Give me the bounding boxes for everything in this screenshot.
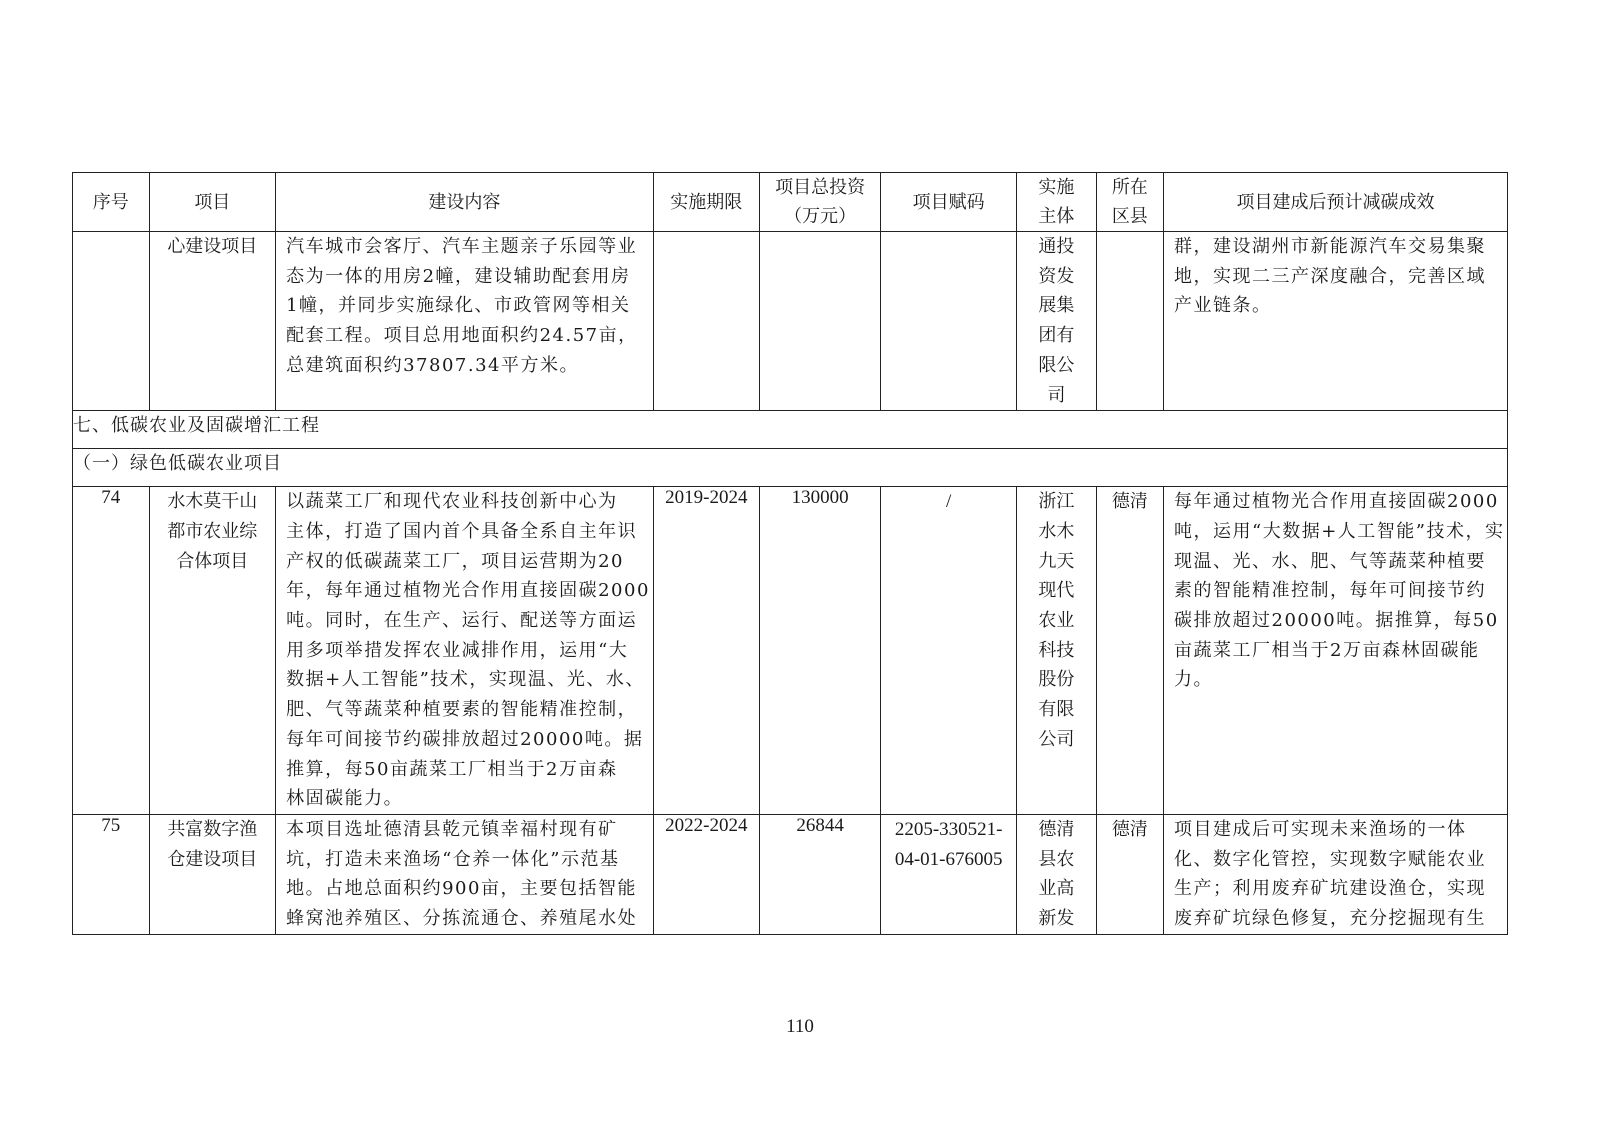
entity-name <box>1017 232 1096 410</box>
header-code: 项目赋码 <box>881 173 1017 232</box>
cell-period <box>653 814 759 934</box>
text-line: 1幢，并同步实施绿化、市政管网等相关 <box>286 295 631 317</box>
cell-project <box>149 232 276 411</box>
cell-entity <box>1017 232 1097 411</box>
text-line: 共富数字渔 <box>167 818 258 840</box>
header-content: 建设内容 <box>276 173 654 232</box>
cell-code <box>881 487 1017 815</box>
text-line: 展集 <box>1038 295 1075 317</box>
text-line: 废弃矿坑绿色修复，充分挖掘现有生 <box>1174 908 1486 930</box>
cell-content <box>276 232 654 411</box>
header-project: 项目 <box>149 173 276 232</box>
row-number: 75 <box>101 814 121 836</box>
cell-county <box>1096 487 1163 815</box>
cell-effect <box>1164 232 1508 411</box>
county-value: 德清 <box>1111 818 1148 840</box>
subsection-row <box>73 449 1508 487</box>
text-line: 地，实现二三产深度融合，完善区域 <box>1174 265 1486 287</box>
cell-investment <box>759 232 880 411</box>
investment-value: 130000 <box>791 487 849 509</box>
text-line: 通投 <box>1038 236 1075 257</box>
table-row-continued <box>73 232 1508 411</box>
text-line: 态为一体的用房2幢，建设辅助配套用房 <box>286 265 631 287</box>
content-text <box>276 232 653 381</box>
header-no: 序号 <box>73 173 150 232</box>
text-line: 吨，运用“大数据+人工智能”技术，实 <box>1174 520 1505 542</box>
text-line: / <box>946 491 952 513</box>
text-line: 用多项举措发挥农业减排作用，运用“大 <box>286 639 629 661</box>
cell-project <box>149 814 276 934</box>
text-line: 九天 <box>1038 550 1075 572</box>
cell-period <box>653 232 759 411</box>
content-text <box>276 487 653 814</box>
effect-text <box>1164 815 1507 934</box>
text-line: 都市农业综 <box>167 520 258 542</box>
text-line: 现代 <box>1038 580 1075 602</box>
table-row-74 <box>73 487 1508 815</box>
county-value: 德清 <box>1111 491 1148 513</box>
text-line: 林固碳能力。 <box>286 788 404 810</box>
text-line: 素的智能精准控制，每年可间接节约 <box>1174 580 1486 602</box>
text-line: 群，建设湖州市新能源汽车交易集聚 <box>1174 236 1486 257</box>
text-line: 团有 <box>1038 325 1075 347</box>
project-name <box>150 487 276 576</box>
text-line: 股份 <box>1038 669 1075 691</box>
cell-effect <box>1164 814 1508 934</box>
text-line: 浙江 <box>1038 491 1075 513</box>
cell-code <box>881 814 1017 934</box>
cell-investment <box>759 814 880 934</box>
text-line: 科技 <box>1038 639 1075 661</box>
period-value: 2022-2024 <box>665 814 748 836</box>
text-line: 业高 <box>1038 878 1075 900</box>
content-text <box>276 815 653 934</box>
cell-effect <box>1164 487 1508 815</box>
text-line: 新发 <box>1038 908 1075 930</box>
header-period: 实施期限 <box>653 173 759 232</box>
cell-investment <box>759 487 880 815</box>
text-line: 以蔬菜工厂和现代农业科技创新中心为 <box>286 491 618 513</box>
text-line: 坑，打造未来渔场“仓养一体化”示范基 <box>286 848 620 870</box>
effect-text <box>1164 232 1507 321</box>
entity-name <box>1017 815 1096 934</box>
text-line: 水木莫干山 <box>167 491 258 513</box>
text-line: 吨。同时，在生产、运行、配送等方面运 <box>286 610 638 632</box>
cell-county <box>1096 232 1163 411</box>
text-line: 碳排放超过20000吨。据推算，每50 <box>1174 610 1499 632</box>
text-line: 本项目选址德清县乾元镇幸福村现有矿 <box>286 818 618 840</box>
text-line: 地。占地总面积约900亩，主要包括智能 <box>286 878 637 900</box>
text-line: 推算，每50亩蔬菜工厂相当于2万亩森 <box>286 758 618 780</box>
text-line: 司 <box>1047 384 1066 406</box>
subsection-title: （一）绿色低碳农业项目 <box>73 449 1508 487</box>
header-entity: 实施主体 <box>1017 173 1097 232</box>
text-line: 公司 <box>1038 728 1075 750</box>
text-line: 力。 <box>1174 669 1213 691</box>
text-line: 亩蔬菜工厂相当于2万亩森林固碳能 <box>1174 639 1480 661</box>
text-line: 项目建成后可实现未来渔场的一体 <box>1174 818 1467 840</box>
section-row <box>73 411 1508 449</box>
text-line: 总建筑面积约37807.34平方米。 <box>286 354 579 376</box>
cell-entity <box>1017 487 1097 815</box>
text-line: 水木 <box>1038 520 1075 542</box>
header-row <box>73 173 1508 232</box>
section-title: 七、低碳农业及固碳增汇工程 <box>73 411 1508 449</box>
text-line: 产业链条。 <box>1174 295 1272 317</box>
code-value <box>881 815 1016 874</box>
effect-text <box>1164 487 1507 695</box>
text-line: 配套工程。项目总用地面积约24.57亩， <box>286 325 638 347</box>
text-line: 农业 <box>1038 610 1075 632</box>
text-line: 主体，打造了国内首个具备全系自主年识 <box>286 520 638 542</box>
cell-county <box>1096 814 1163 934</box>
text-line: 现温、光、水、肥、气等蔬菜种植要 <box>1174 550 1486 572</box>
cell-code <box>881 232 1017 411</box>
text-line: 限公 <box>1038 354 1075 376</box>
cell-no <box>73 487 150 815</box>
cell-no <box>73 814 150 934</box>
row-number: 74 <box>101 487 121 509</box>
text-line: 化、数字化管控，实现数字赋能农业 <box>1174 848 1486 870</box>
entity-name <box>1017 487 1096 754</box>
text-line: 产权的低碳蔬菜工厂，项目运营期为20 <box>286 550 624 572</box>
text-line: 年，每年通过植物光合作用直接固碳2000 <box>286 580 650 602</box>
text-line: 肥、气等蔬菜种植要素的智能精准控制， <box>286 699 638 721</box>
project-name <box>150 815 276 874</box>
text-line: 汽车城市会客厅、汽车主题亲子乐园等业 <box>286 236 638 257</box>
project-table <box>72 172 1508 935</box>
table-row-75 <box>73 814 1508 934</box>
header-investment: 项目总投资（万元） <box>759 173 880 232</box>
text-line: 数据+人工智能”技术，实现温、光、水、 <box>286 669 645 691</box>
text-line: 生产；利用废弃矿坑建设渔仓，实现 <box>1174 878 1486 900</box>
project-name: 心建设项目 <box>167 236 258 257</box>
text-line: 2205-330521- <box>894 818 1003 840</box>
text-line: 每年通过植物光合作用直接固碳2000 <box>1174 491 1499 513</box>
cell-period <box>653 487 759 815</box>
text-line: 每年可间接节约碳排放超过20000吨。据 <box>286 728 644 750</box>
cell-entity <box>1017 814 1097 934</box>
header-county: 所在区县 <box>1096 173 1163 232</box>
text-line: 资发 <box>1038 265 1075 287</box>
text-line: 县农 <box>1038 848 1075 870</box>
cell-project <box>149 487 276 815</box>
investment-value: 26844 <box>796 814 844 836</box>
text-line: 德清 <box>1038 818 1075 840</box>
cell-no <box>73 232 150 411</box>
page-number: 110 <box>786 1016 814 1037</box>
text-line: 仓建设项目 <box>167 848 258 870</box>
code-value <box>881 487 1016 517</box>
text-line: 合体项目 <box>176 550 249 572</box>
text-line: 04-01-676005 <box>894 848 1003 870</box>
header-effect: 项目建成后预计减碳成效 <box>1164 173 1508 232</box>
cell-content <box>276 487 654 815</box>
period-value: 2019-2024 <box>665 487 748 509</box>
text-line: 蜂窝池养殖区、分拣流通仓、养殖尾水处 <box>286 908 638 930</box>
text-line: 有限 <box>1038 699 1075 721</box>
cell-content <box>276 814 654 934</box>
